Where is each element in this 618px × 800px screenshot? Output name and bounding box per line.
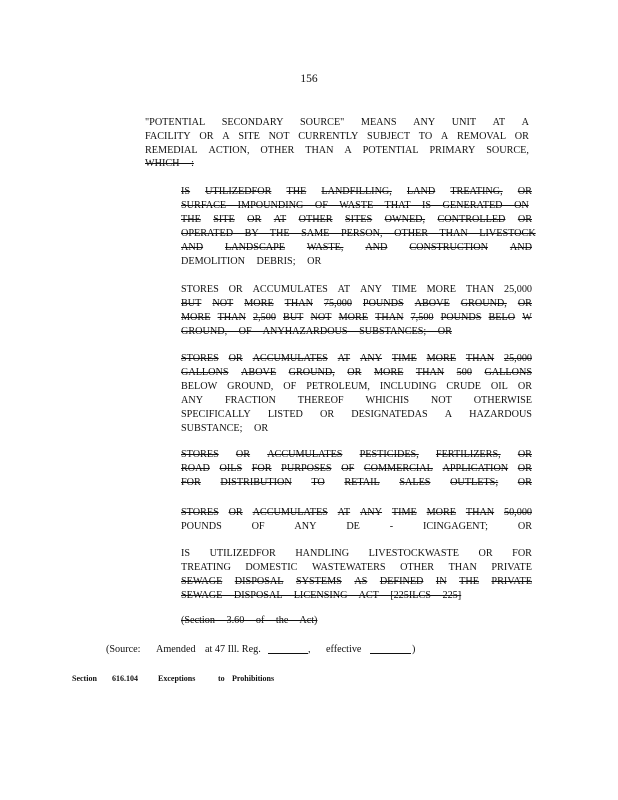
definition-line: "POTENTIAL SECONDARY SOURCE" MEANS ANY UNIT AT A [145, 117, 529, 128]
criterion-line: ANY FRACTION THEREOF WHICHIS NOT OTHERWISE [181, 395, 532, 406]
source-comma: , [308, 644, 311, 655]
criterion-line: IS UTILIZEDFOR HANDLING LIVESTOCKWASTE OR FOR [181, 548, 532, 559]
section-label: Section [72, 674, 97, 683]
section-title-word-3: Prohibitions [232, 674, 275, 683]
page-number: 156 [300, 73, 318, 85]
criterion-line: STORES OR ACCUMULATES AT ANY TIME MORE THAN 25,000 [181, 353, 532, 364]
section-title-word-2: to [218, 674, 225, 683]
criterion-line: SEWAGE DISPOSAL SYSTEMS AS DEFINED IN THE PRIVATE [181, 576, 532, 587]
criterion-line: DEMOLITION DEBRIS; OR [181, 256, 322, 267]
source-close: ) [412, 644, 416, 655]
criterion-line: STORES OR ACCUMULATES AT ANY TIME MORE THAN 50,000 [181, 507, 532, 518]
criterion-line: THE SITE OR AT OTHER SITES OWNED, CONTROLLED OR [181, 214, 532, 225]
criterion-line: ROAD OILS FOR PURPOSES OF COMMERCIAL APPLICATION OR [181, 463, 532, 474]
section-title-word-1: Exceptions [158, 674, 196, 683]
effective-date-blank [370, 643, 411, 654]
register-blank [268, 643, 308, 654]
criterion-line: SPECIFICALLY LISTED OR DESIGNATEDAS A HAZARDOUS [181, 409, 532, 420]
section-heading [72, 673, 275, 685]
source-amended: Amended [156, 644, 196, 655]
criterion-line: STORES OR ACCUMULATES AT ANY TIME MORE THAN 25,000 [181, 284, 532, 295]
source-note [106, 643, 418, 656]
source-open: (Source: [106, 644, 141, 655]
definition-line: REMEDIAL ACTION, OTHER THAN A POTENTIAL PRIMARY SOURCE, [145, 145, 529, 156]
criterion-line: POUNDS OF ANY DE - ICINGAGENT; OR [181, 521, 532, 532]
criterion-line: BUT NOT MORE THAN 75,000 POUNDS ABOVE GROUND, OR [181, 298, 532, 309]
definition-line: FACILITY OR A SITE NOT CURRENTLY SUBJECT TO A REMOVAL OR [145, 131, 529, 142]
source-register: at 47 Ill. Reg. [205, 644, 261, 655]
criterion-line: GALLONS ABOVE GROUND, OR MORE THAN 500 GALLONS [181, 367, 532, 378]
criterion-line: OPERATED BY THE SAME PERSON, OTHER THAN LIVESTOCK [181, 228, 536, 239]
definition-line: WHICH : [145, 158, 194, 169]
criterion-line: TREATING DOMESTIC WASTEWATERS OTHER THAN PRIVATE [181, 562, 532, 573]
criterion-line: FOR DISTRIBUTION TO RETAIL SALES OUTLETS; OR [181, 477, 532, 488]
statute-citation: (Section 3.60 of the Act) [181, 615, 318, 626]
criterion-line: BELOW GROUND, OF PETROLEUM, INCLUDING CRUDE OIL OR [181, 381, 532, 392]
criterion-line: STORES OR ACCUMULATES PESTICIDES, FERTILIZERS, OR [181, 449, 532, 460]
source-effective: effective [326, 644, 362, 655]
criterion-line: SUBSTANCE; OR [181, 423, 269, 434]
criterion-line: GROUND, OF ANYHAZARDOUS SUBSTANCES; OR [181, 326, 452, 337]
criterion-line: SEWAGE DISPOSAL LICENSING ACT [225ILCS 225] [181, 590, 462, 601]
criterion-line: MORE THAN 2,500 BUT NOT MORE THAN 7,500 POUNDS BELO W [181, 312, 532, 323]
criterion-line: IS UTILIZEDFOR THE LANDFILLING, LAND TREATING, OR [181, 186, 532, 197]
section-number: 616.104 [112, 674, 138, 683]
criterion-line: AND LANDSCAPE WASTE, AND CONSTRUCTION AND [181, 242, 532, 253]
criterion-line: SURFACE IMPOUNDING OF WASTE THAT IS GENERATED ON [181, 200, 529, 211]
